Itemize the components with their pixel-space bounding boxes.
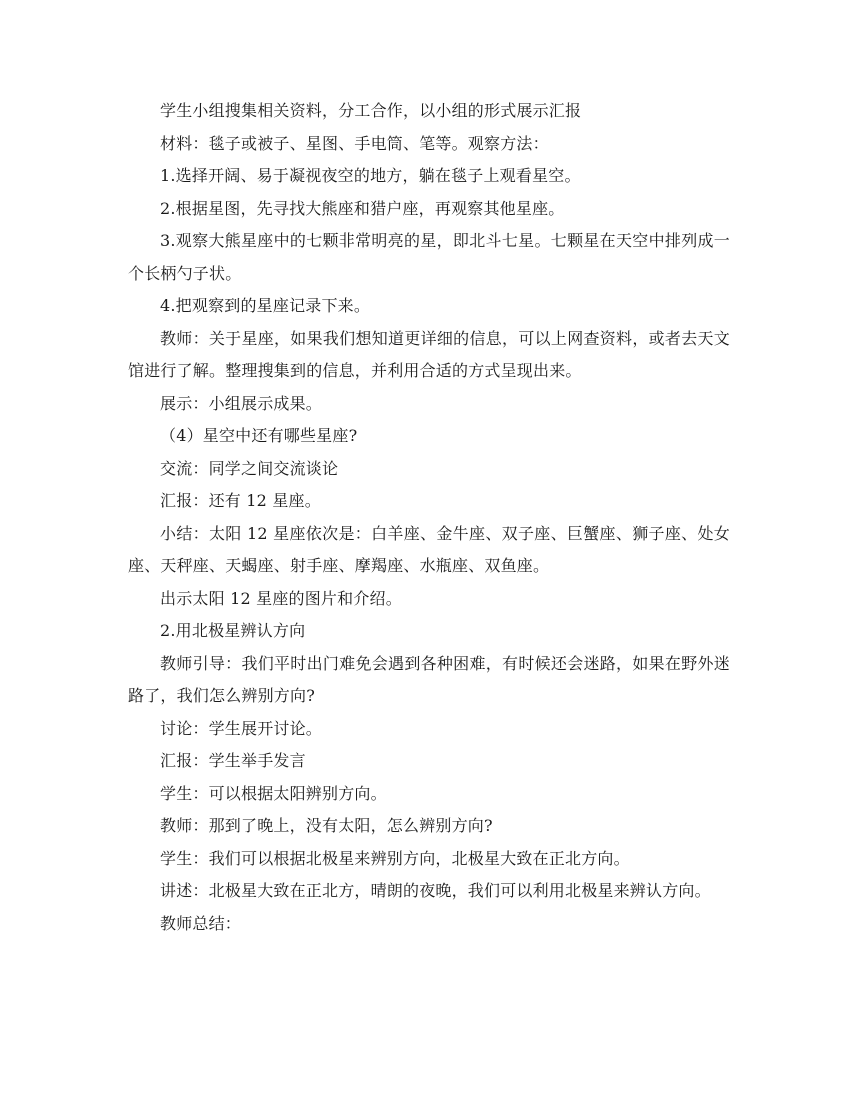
- paragraph-teacher-conclusion: 教师总结：: [160, 913, 242, 933]
- paragraph-step-3: 3.观察大熊星座中的七颗非常明亮的星，即北斗七星。七颗星在天空中排列成一个长柄勺子状。: [128, 231, 730, 283]
- paragraph-step-1: 1.选择开阔、易于凝视夜空的地方，躺在毯子上观看星空。: [160, 166, 581, 185]
- document-body: [128, 95, 730, 940]
- paragraph-section-2-heading: 2.用北极星辨认方向: [160, 621, 306, 640]
- paragraph-step-2: 2.根据星图，先寻找大熊座和猎户座，再观察其他星座。: [160, 198, 565, 218]
- paragraph-report-hands: 汇报：学生举手发言: [160, 751, 306, 770]
- paragraph-display: 展示：小组展示成果。: [160, 393, 323, 413]
- paragraph-summary-zodiac: 小结：太阳 12 星座依次是：白羊座、金牛座、双子座、巨蟹座、狮子座、处女座、天秤座、天蝎座、射手座、摩羯座、水瓶座、双鱼座。: [128, 523, 730, 575]
- paragraph-report-12: 汇报：还有 12 星座。: [160, 491, 321, 510]
- paragraph-question-4: （4）星空中还有哪些星座?: [160, 426, 358, 445]
- paragraph-discussion: 交流：同学之间交流谈论: [160, 458, 339, 478]
- paragraph-discuss: 讨论：学生展开讨论。: [160, 718, 323, 738]
- paragraph-narration: 讲述：北极星大致在正北方，晴朗的夜晚，我们可以利用北极星来辨认方向。: [160, 881, 711, 900]
- paragraph-show-images: 出示太阳 12 星座的图片和介绍。: [160, 588, 402, 608]
- paragraph-teacher-guide: 教师引导：我们平时出门难免会遇到各种困难，有时候还会迷路，如果在野外迷路了，我们怎么辨别方向?: [128, 653, 730, 705]
- paragraph-student-sun: 学生：可以根据太阳辨别方向。: [160, 783, 387, 803]
- paragraph-group-report: 学生小组搜集相关资料，分工合作，以小组的形式展示汇报: [160, 101, 582, 120]
- paragraph-materials: 材料：毯子或被子、星图、手电筒、笔等。观察方法：: [160, 133, 549, 153]
- paragraph-student-polaris: 学生：我们可以根据北极星来辨别方向，北极星大致在正北方向。: [160, 848, 630, 868]
- paragraph-teacher-info: 教师：关于星座，如果我们想知道更详细的信息，可以上网查资料，或者去天文馆进行了解。整理搜集到的信息，并利用合适的方式呈现出来。: [128, 328, 730, 380]
- paragraph-step-4: 4.把观察到的星座记录下来。: [160, 296, 371, 315]
- paragraph-teacher-night: 教师：那到了晚上，没有太阳，怎么辨别方向?: [160, 816, 493, 835]
